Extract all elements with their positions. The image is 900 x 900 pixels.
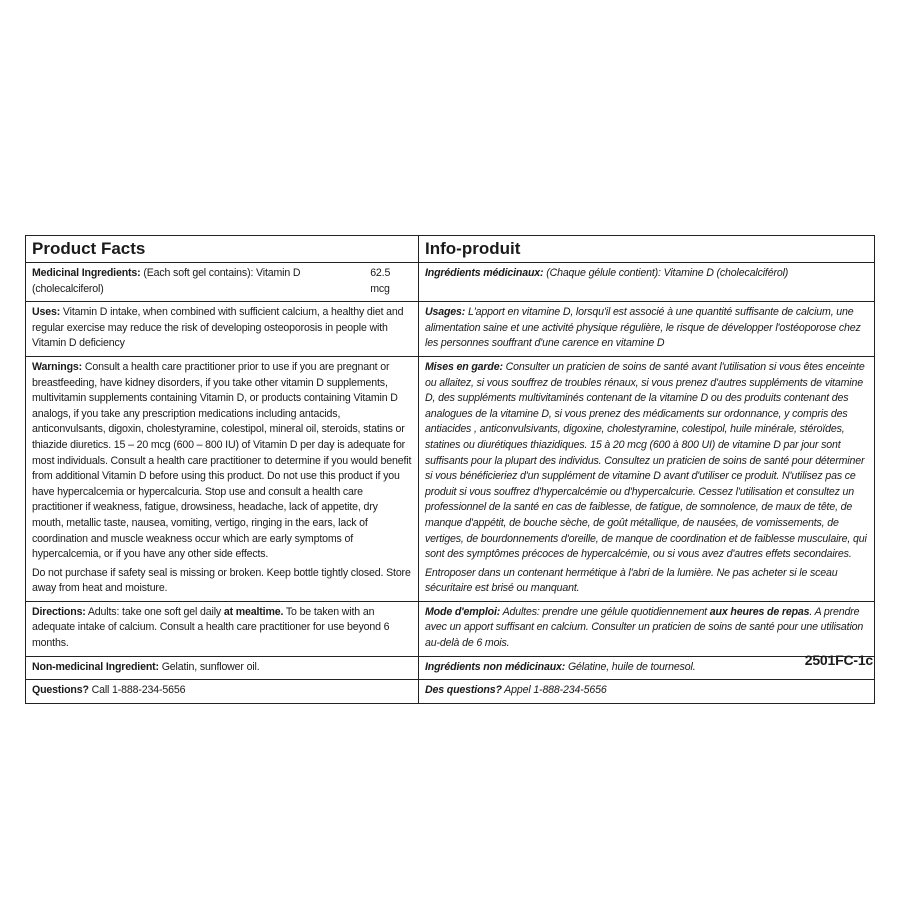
uses-text-fr: L'apport en vitamine D, lorsqu'il est associé à une quantité suffisante de calcium, une alimentation saine et une activité physique régulière, le risque de développer l'ostéoporose chez les personnes souffrant d'une carence en vitamine D	[425, 306, 861, 350]
directions-bold-fr: aux heures de repas	[709, 605, 810, 618]
medicinal-label-fr: Ingrédients médicinaux:	[425, 267, 544, 279]
questions-text-en: Call 1-888-234-5656	[88, 684, 186, 697]
directions-en	[26, 602, 419, 657]
uses-text-en: Vitamin D intake, when combined with sufficient calcium, a healthy diet and regular exercise may reduce the risk of developing osteoporosis in people with Vitamin D deficiency	[32, 306, 404, 350]
uses-label-fr: Usages:	[425, 306, 466, 319]
directions-label-fr: Mode d'emploi:	[425, 605, 501, 618]
nonmed-label-en: Non-medicinal Ingredient:	[32, 660, 159, 673]
medicinal-text-en: (Each soft gel contains): Vitamin D (cholecalciferol)	[32, 267, 301, 295]
questions-text-fr: Appel 1-888-234-5656	[501, 684, 607, 697]
uses-label-en: Uses:	[32, 306, 61, 319]
warnings-label-en: Warnings:	[32, 360, 83, 373]
warnings-fr	[419, 357, 874, 602]
directions-text-a-en: Adults: take one soft gel daily	[85, 605, 224, 618]
uses-en	[26, 302, 419, 357]
nonmed-label-fr: Ingrédients non médicinaux:	[425, 660, 566, 673]
french-title: Info-produit	[419, 236, 874, 263]
medicinal-label-en: Medicinal Ingredients:	[32, 267, 141, 279]
nonmed-text-en: Gelatin, sunflower oil.	[158, 660, 260, 673]
directions-fr	[419, 602, 874, 657]
english-title: Product Facts	[26, 236, 419, 263]
warnings-label-fr: Mises en garde:	[425, 360, 503, 373]
warnings-text-fr: Consulter un praticien de soins de santé avant l'utilisation si vous êtes enceinte ou allaitez, si vous souffrez de troubles rénaux, si vous prenez d'autres suppléments de vitamine D, des suppléments multivitaminés contenant de la vitamine D ou des produits contenant des analogues de la vitamine D, si vous prenez des médicaments sur ordonnance, y compris des antiacides , anticonvulsivants, digoxine, cholestyramine, colestipol, huile minérale, stéroïdes, statines ou diurétiques thiazidiques. 15 à 20 mcg (600 à 800 UI) de vitamine D par jour sont suffisants pour la plupart des individus. Consultez un praticien de soins de santé pour déterminer si vous bénéficieriez d'un supplément de vitamine D avant d'utiliser ce produit. N'utilisez pas ce produit si vous souffrez d'hypercalcémie ou d'hypercalcurie. Cessez l'utilisation et consultez un professionnel de la santé en cas de faiblesse, de fatigue, de somnolence, de maux de tête, de manque d'appétit, de bouche sèche, de goût métallique, de nausées, de vomissements, de vertiges, de bourdonnements d'oreille, de manque de coordination et de faiblesse musculaire, qui sont des symptômes précoces de hypercalcémie, ou si vous avez d'autres effets secondaires.	[425, 360, 867, 561]
questions-label-fr: Des questions?	[425, 684, 502, 697]
medicinal-ingredients-en	[26, 263, 419, 302]
non-medicinal-en	[26, 657, 419, 681]
directions-bold-en: at mealtime.	[223, 605, 284, 618]
questions-label-en: Questions?	[32, 684, 89, 697]
directions-text-b-en: To be taken with an adequate intake of calcium. Consult a health care practitioner for use beyond 6 months.	[32, 605, 390, 650]
product-facts-table	[25, 235, 875, 704]
medicinal-ingredients-fr	[419, 263, 874, 302]
storage-text-en: Do not purchase if safety seal is missing or broken. Keep bottle tightly closed. Store away from heat and moisture.	[32, 566, 411, 595]
nonmed-text-fr: Gélatine, huile de tournesol.	[565, 660, 696, 673]
uses-fr	[419, 302, 874, 357]
storage-text-fr: Entroposer dans un contenant hermétique à l'abri de la lumière. Ne pas acheter si le sceau sécuritaire est brisé ou manquant.	[425, 566, 838, 595]
questions-en	[26, 680, 419, 703]
warnings-text-en: Consult a health care practitioner prior to use if you are pregnant or breastfeeding, have kidney disorders, if you take other vitamin D supplements, multivitamin supplements containing Vitamin D, or products containing Vitamin D analogs, if you take any prescription medications including antacids, anticonvulsants, digoxin, cholestyramine, colestipol, mineral oil, steroids, statins or thiazide diuretics. 15 – 20 mcg (600 – 800 IU) of Vitamin D per day is adequate for most individuals. Consult a health care practitioner to determine if you would benefit from additional Vitamin D before using this product. Do not use this product if you have hypercalcemia or hypercalcuria. Stop use and consult a health care practitioner if weakness, fatigue, drowsiness, headache, lack of appetite, dry mouth, metallic taste, nausea, vomiting, vertigo, ringing in the ears, lack of coordination and muscle weakness occur which are early symptoms of hypercalcemia, or if you have any other side effects.	[32, 360, 412, 561]
directions-text-b-fr: . A prendre avec un apport suffisant en calcium. Consulter un praticien de soins de santé pour une utilisation au-delà de 6 mois.	[425, 605, 864, 650]
questions-fr	[419, 680, 874, 703]
medicinal-amount: 62.5 mcg	[370, 267, 391, 295]
medicinal-text-fr: (Chaque gélule contient): Vitamine D (cholecalciférol)	[543, 267, 789, 279]
directions-text-a-fr: Adultes: prendre une gélule quotidiennement	[500, 605, 710, 618]
warnings-en	[26, 357, 419, 602]
directions-label-en: Directions:	[32, 605, 86, 618]
product-code: 2501FC-1c	[804, 652, 873, 668]
